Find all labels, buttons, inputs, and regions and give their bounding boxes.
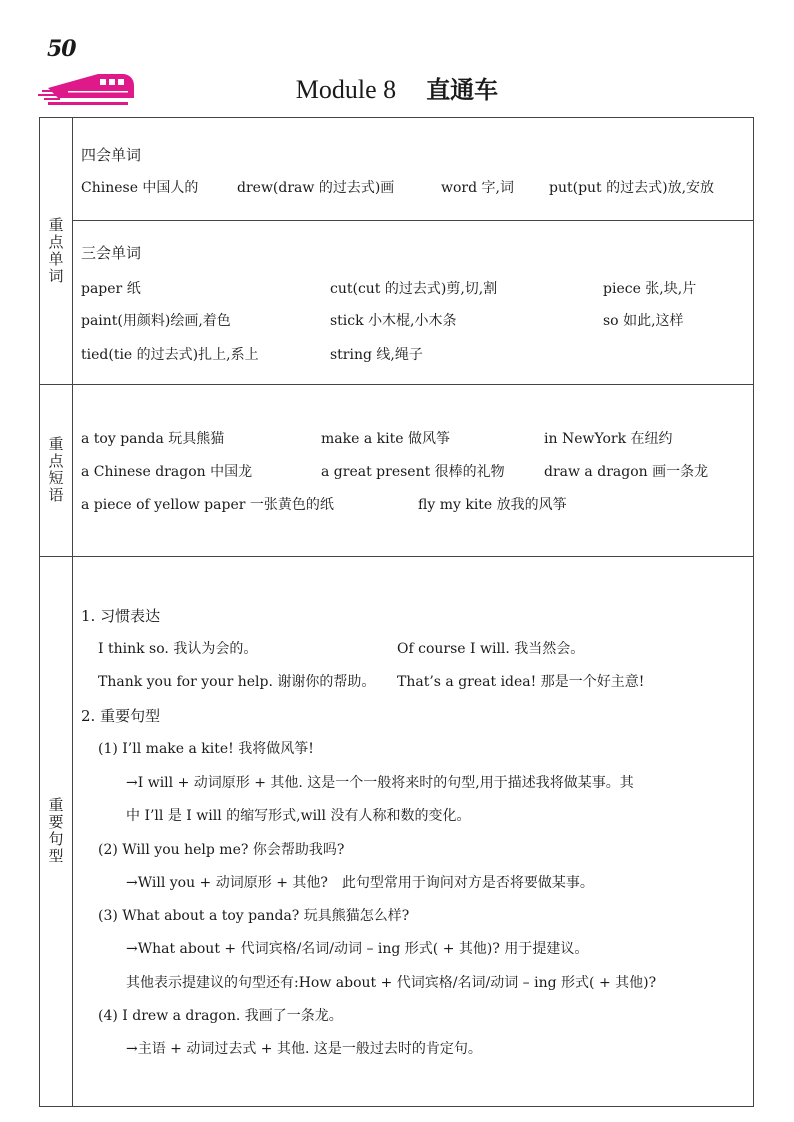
word-item: so 如此,这样 (603, 313, 684, 329)
word-item: word 字,词 (441, 180, 514, 196)
pattern-explanation: 其他表示提建议的句型还有:How about + 代词宾格/名词/动词 – ing 形式( + 其他)? (126, 975, 657, 991)
pattern-item: (2) Will you help me? 你会帮助我吗? (98, 842, 345, 858)
word-item: string 线,绳子 (330, 347, 423, 363)
word-item: tied(tie 的过去式)扎上,系上 (81, 347, 259, 363)
divider (73, 220, 753, 221)
pattern-explanation: →主语 + 动词过去式 + 其他. 这是一般过去时的肯定句。 (126, 1041, 482, 1057)
patterns-heading: 2. 重要句型 (81, 707, 161, 725)
section-label-sentences: 重要句型 (40, 556, 73, 1106)
page-title (0, 70, 794, 105)
expression-item: I think so. 我认为会的。 (98, 641, 258, 657)
word-item: drew(draw 的过去式)画 (237, 180, 395, 196)
pattern-explanation: →What about + 代词宾格/名词/动词 – ing 形式( + 其他)? 用于提建议。 (126, 941, 589, 957)
module-label: Module 8 (295, 75, 397, 104)
word-item: paper 纸 (81, 281, 141, 297)
word-item: paint(用颜料)绘画,着色 (81, 313, 231, 329)
phrase-item: a Chinese dragon 中国龙 (81, 464, 253, 480)
pattern-item: (3) What about a toy panda? 玩具熊猫怎么样? (98, 908, 410, 924)
phrase-item: in NewYork 在纽约 (544, 431, 673, 447)
phrase-item: a toy panda 玩具熊猫 (81, 431, 225, 447)
word-item: put(put 的过去式)放,安放 (549, 180, 715, 196)
page-number: 50 (47, 36, 76, 62)
divider (40, 384, 753, 385)
expression-item: That’s a great idea! 那是一个好主意! (397, 674, 645, 690)
phrase-item: fly my kite 放我的风筝 (418, 497, 567, 513)
pattern-item: (1) I’ll make a kite! 我将做风筝! (98, 741, 314, 757)
three-skill-heading: 三会单词 (81, 244, 142, 262)
phrase-item: make a kite 做风筝 (321, 431, 450, 447)
phrase-item: a great present 很棒的礼物 (321, 464, 505, 480)
section-label-phrases: 重点短语 (40, 384, 73, 556)
four-skill-heading: 四会单词 (81, 146, 142, 164)
pattern-explanation: →I will + 动词原形 + 其他. 这是一个一般将来时的句型,用于描述我将做某事。其 (126, 775, 634, 791)
expression-item: Thank you for your help. 谢谢你的帮助。 (98, 674, 376, 690)
pattern-explanation: 中 I’ll 是 I will 的缩写形式,will 没有人称和数的变化。 (126, 808, 471, 824)
pattern-item: (4) I drew a dragon. 我画了一条龙。 (98, 1008, 343, 1024)
word-item: stick 小木棍,小木条 (330, 313, 457, 329)
expression-item: Of course I will. 我当然会。 (397, 641, 585, 657)
word-item: Chinese 中国人的 (81, 180, 199, 196)
word-item: piece 张,块,片 (603, 281, 697, 297)
phrase-item: a piece of yellow paper 一张黄色的纸 (81, 497, 334, 513)
module-chinese-title: 直通车 (426, 76, 499, 104)
pattern-explanation: →Will you + 动词原形 + 其他? 此句型常用于询问对方是否将要做某事。 (126, 875, 594, 891)
content-table (39, 117, 754, 1107)
divider (40, 556, 753, 557)
phrase-item: draw a dragon 画一条龙 (544, 464, 709, 480)
section-label-words: 重点单词 (40, 118, 73, 384)
word-item: cut(cut 的过去式)剪,切,割 (330, 281, 498, 297)
expressions-heading: 1. 习惯表达 (81, 607, 161, 625)
